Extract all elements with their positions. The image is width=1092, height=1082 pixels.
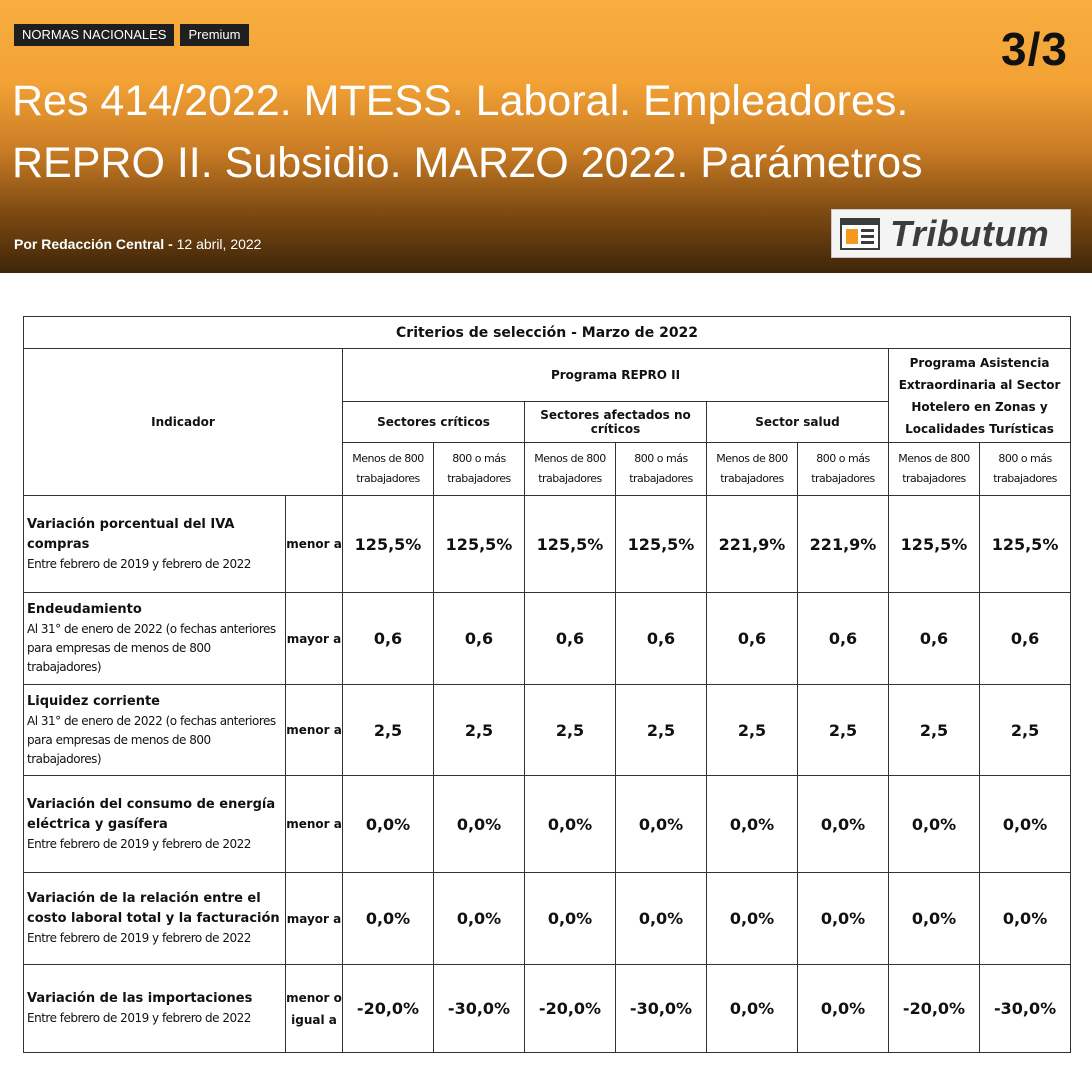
value-cell: 125,5% — [343, 496, 434, 593]
row-title: Variación del consumo de energía eléctrica y gasífera — [27, 796, 276, 832]
value-cell: 0,0% — [889, 776, 980, 873]
value-cell: 0,0% — [980, 873, 1071, 965]
table-row — [24, 593, 1071, 685]
size-large-header: 800 o más trabajadores — [980, 443, 1071, 496]
value-cell: 0,0% — [980, 776, 1071, 873]
table-row — [24, 496, 1071, 593]
size-large-header: 800 o más trabajadores — [798, 443, 889, 496]
tributum-logo — [831, 209, 1071, 258]
group-salud-header: Sector salud — [707, 402, 889, 443]
value-cell: 2,5 — [616, 685, 707, 776]
value-cell: 0,0% — [798, 965, 889, 1053]
title-line-1: Res 414/2022. MTESS. Laboral. Empleadores. — [12, 77, 909, 125]
row-comparator: mayor a — [286, 873, 343, 965]
value-cell: 0,0% — [343, 873, 434, 965]
value-cell: 0,0% — [434, 776, 525, 873]
value-cell: 2,5 — [889, 685, 980, 776]
size-large-header: 800 o más trabajadores — [434, 443, 525, 496]
value-cell: 0,0% — [343, 776, 434, 873]
value-cell: 125,5% — [434, 496, 525, 593]
value-cell: 0,6 — [343, 593, 434, 685]
row-subtitle: Al 31° de enero de 2022 (o fechas anteriores para empresas de menos de 800 trabajadores) — [27, 622, 276, 674]
table-row — [24, 873, 1071, 965]
publish-date: 12 abril, 2022 — [176, 236, 262, 252]
table-row — [24, 965, 1071, 1053]
row-title: Liquidez corriente — [27, 693, 160, 709]
value-cell: -20,0% — [889, 965, 980, 1053]
value-cell: 2,5 — [525, 685, 616, 776]
row-comparator: mayor a — [286, 593, 343, 685]
row-label — [24, 965, 286, 1053]
row-comparator: menor o igual a — [286, 965, 343, 1053]
value-cell: 0,0% — [798, 873, 889, 965]
row-subtitle: Entre febrero de 2019 y febrero de 2022 — [27, 1011, 251, 1025]
value-cell: 0,6 — [980, 593, 1071, 685]
article-banner — [0, 0, 1092, 273]
value-cell: 0,0% — [889, 873, 980, 965]
value-cell: 0,0% — [798, 776, 889, 873]
value-cell: 0,0% — [616, 873, 707, 965]
row-subtitle: Entre febrero de 2019 y febrero de 2022 — [27, 836, 251, 851]
value-cell: 2,5 — [343, 685, 434, 776]
value-cell: 0,0% — [707, 965, 798, 1053]
program-hotel-header: Programa Asistencia Extraordinaria al Sector Hotelero en Zonas y Localidades Turísticas — [889, 349, 1071, 443]
row-title: Variación de las importaciones — [27, 991, 253, 1006]
byline-separator: - — [168, 236, 173, 252]
row-subtitle: Al 31° de enero de 2022 (o fechas anteriores para empresas de menos de 800 trabajadores) — [27, 713, 276, 766]
row-title: Variación de la relación entre el costo laboral total y la facturación — [27, 891, 280, 926]
row-label — [24, 593, 286, 685]
size-small-header: Menos de 800 trabajadores — [889, 443, 980, 496]
group-criticos-header: Sectores críticos — [343, 402, 525, 443]
program-repro-header: Programa REPRO II — [343, 349, 889, 402]
value-cell: -20,0% — [525, 965, 616, 1053]
value-cell: 0,6 — [434, 593, 525, 685]
value-cell: -20,0% — [343, 965, 434, 1053]
author-prefix: Por — [14, 236, 38, 252]
row-comparator: menor a — [286, 496, 343, 593]
value-cell: 125,5% — [889, 496, 980, 593]
value-cell: 125,5% — [525, 496, 616, 593]
row-title: Endeudamiento — [27, 602, 142, 617]
article-title — [12, 70, 1087, 194]
page-indicator: 3/3 — [1001, 23, 1068, 75]
row-subtitle: Entre febrero de 2019 y febrero de 2022 — [27, 931, 251, 945]
row-subtitle: Entre febrero de 2019 y febrero de 2022 — [27, 556, 251, 571]
title-line-2: REPRO II. Subsidio. MARZO 2022. Parámetros — [12, 139, 923, 187]
value-cell: 0,0% — [525, 873, 616, 965]
row-label — [24, 496, 286, 593]
row-label — [24, 685, 286, 776]
logo-text: Tributum — [890, 212, 1050, 254]
value-cell: 0,6 — [707, 593, 798, 685]
value-cell: -30,0% — [434, 965, 525, 1053]
row-label — [24, 776, 286, 873]
author-link[interactable]: Redacción Central — [41, 236, 165, 252]
value-cell: 0,0% — [707, 776, 798, 873]
table-row — [24, 776, 1071, 873]
size-large-header: 800 o más trabajadores — [616, 443, 707, 496]
table-caption: Criterios de selección - Marzo de 2022 — [24, 317, 1071, 349]
size-small-header: Menos de 800 trabajadores — [343, 443, 434, 496]
value-cell: 221,9% — [798, 496, 889, 593]
size-small-header: Menos de 800 trabajadores — [525, 443, 616, 496]
tag-list — [14, 24, 249, 46]
value-cell: 0,0% — [434, 873, 525, 965]
value-cell: 2,5 — [980, 685, 1071, 776]
group-no-criticos-header: Sectores afectados no críticos — [525, 402, 707, 443]
byline — [14, 236, 261, 252]
indicator-header: Indicador — [24, 349, 343, 496]
value-cell: 2,5 — [707, 685, 798, 776]
value-cell: 0,0% — [707, 873, 798, 965]
value-cell: 2,5 — [434, 685, 525, 776]
value-cell: -30,0% — [616, 965, 707, 1053]
category-tag[interactable]: NORMAS NACIONALES — [14, 24, 174, 46]
row-comparator: menor a — [286, 776, 343, 873]
value-cell: 0,6 — [798, 593, 889, 685]
value-cell: 0,0% — [525, 776, 616, 873]
value-cell: 221,9% — [707, 496, 798, 593]
table-row — [24, 685, 1071, 776]
value-cell: 0,0% — [616, 776, 707, 873]
value-cell: 125,5% — [616, 496, 707, 593]
row-title: Variación porcentual del IVA compras — [27, 516, 235, 552]
size-small-header: Menos de 800 trabajadores — [707, 443, 798, 496]
criteria-table — [23, 316, 1071, 1053]
newspaper-icon — [838, 216, 882, 252]
value-cell: 125,5% — [980, 496, 1071, 593]
value-cell: 2,5 — [798, 685, 889, 776]
value-cell: 0,6 — [616, 593, 707, 685]
value-cell: 0,6 — [525, 593, 616, 685]
row-comparator: menor a — [286, 685, 343, 776]
row-label — [24, 873, 286, 965]
premium-tag[interactable]: Premium — [180, 24, 248, 46]
value-cell: 0,6 — [889, 593, 980, 685]
value-cell: -30,0% — [980, 965, 1071, 1053]
